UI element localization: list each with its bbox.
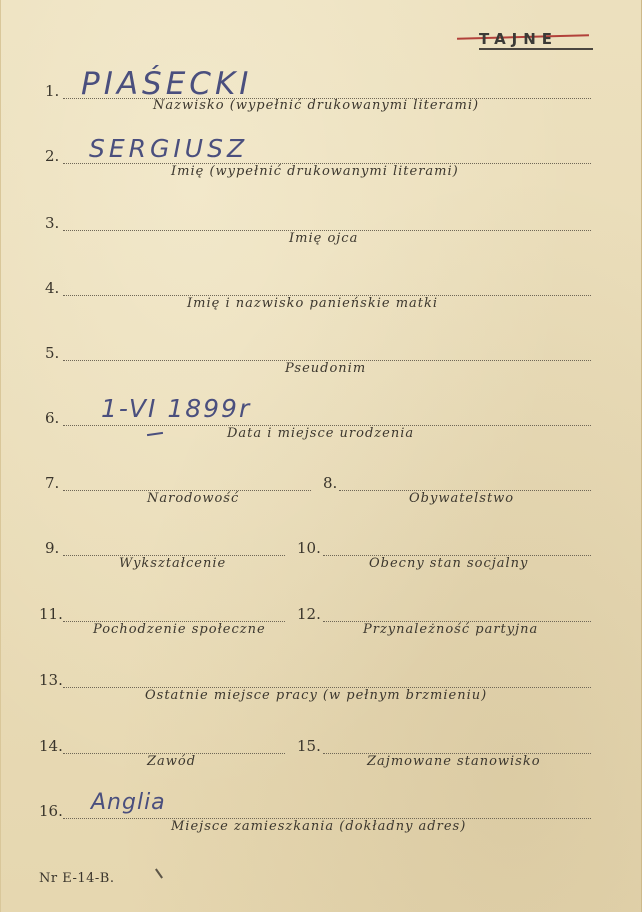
field-11-number: 11. bbox=[39, 605, 63, 623]
field-14-label: Zawód bbox=[147, 754, 197, 769]
field-12-number: 12. bbox=[297, 605, 321, 623]
field-2-value: SERGIUSZ bbox=[89, 134, 249, 163]
field-15-label: Zajmowane stanowisko bbox=[367, 754, 541, 769]
field-7-number: 7. bbox=[45, 474, 60, 492]
field-6-label: Data i miejsce urodzenia bbox=[227, 426, 415, 441]
field-9-number: 9. bbox=[45, 539, 60, 557]
field-10-label: Obecny stan socjalny bbox=[369, 556, 529, 571]
field-16-label: Miejsce zamieszkania (dokładny adres) bbox=[171, 819, 467, 834]
form-number: Nr E-14-B. bbox=[39, 871, 115, 886]
field-4-number: 4. bbox=[45, 279, 60, 297]
field-7-label: Narodowość bbox=[147, 491, 240, 506]
field-1-value: PIAŚECKI bbox=[81, 66, 253, 102]
field-4-label: Imię i nazwisko panieńskie matki bbox=[187, 296, 439, 311]
classification-stamp: TAJNE bbox=[479, 30, 559, 48]
field-5-label: Pseudonim bbox=[285, 361, 367, 376]
pencil-mark bbox=[155, 868, 163, 878]
field-13-label: Ostatnie miejsce pracy (w pełnym brzmieniu) bbox=[145, 688, 488, 703]
field-6-number: 6. bbox=[45, 409, 60, 427]
field-12-label: Przynależność partyjna bbox=[363, 622, 539, 637]
ink-stroke bbox=[147, 432, 163, 436]
field-8-number: 8. bbox=[323, 474, 338, 492]
field-13-number: 13. bbox=[39, 671, 63, 689]
field-5-number: 5. bbox=[45, 344, 60, 362]
field-3-label: Imię ojca bbox=[289, 231, 359, 246]
field-2-number: 2. bbox=[45, 147, 60, 165]
field-1-number: 1. bbox=[45, 82, 60, 100]
field-2-label: Imię (wypełnić drukowanymi literami) bbox=[171, 164, 459, 179]
field-10-number: 10. bbox=[297, 539, 321, 557]
field-15-number: 15. bbox=[297, 737, 321, 755]
field-3-number: 3. bbox=[45, 214, 60, 232]
field-11-label: Pochodzenie społeczne bbox=[93, 622, 266, 637]
field-6-value: 1-VI 1899r bbox=[101, 394, 252, 423]
field-16-number: 16. bbox=[39, 802, 63, 820]
field-9-label: Wykształcenie bbox=[119, 556, 227, 571]
field-8-label: Obywatelstwo bbox=[409, 491, 515, 506]
stamp-underline bbox=[479, 48, 593, 50]
field-14-number: 14. bbox=[39, 737, 63, 755]
field-16-value: Anglia bbox=[91, 790, 166, 815]
field-1-label: Nazwisko (wypełnić drukowanymi literami) bbox=[153, 98, 480, 113]
